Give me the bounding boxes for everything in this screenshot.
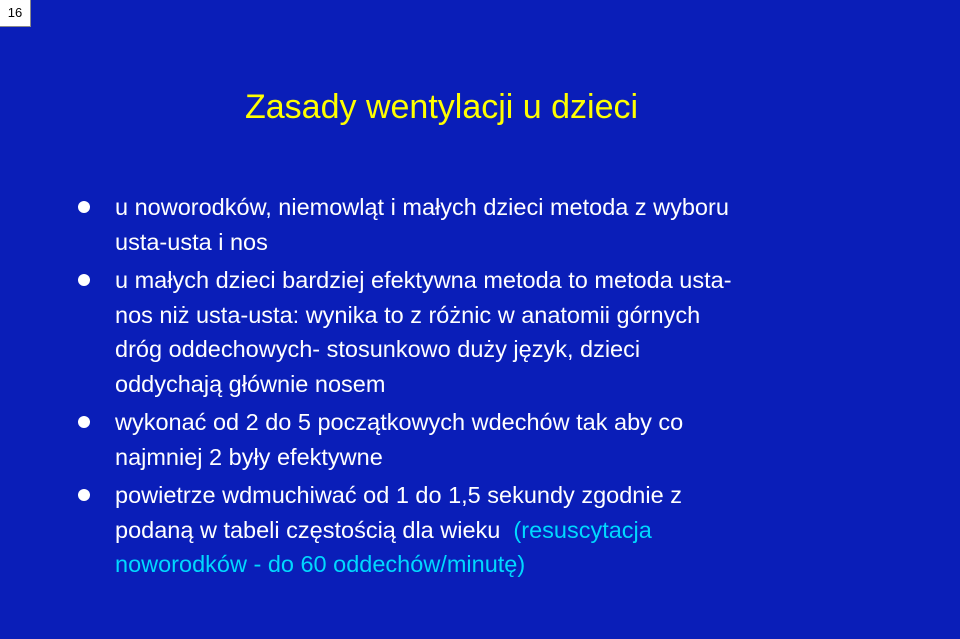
- bullet-line: dróg oddechowych- stosunkowo duży język, dzieci: [115, 336, 641, 362]
- slide-title: Zasady wentylacji u dzieci: [245, 88, 639, 126]
- bullet-line: u noworodków, niemowląt i małych dzieci metoda z wyboru: [115, 194, 729, 220]
- bullet-line: u małych dzieci bardziej efektywna metoda to metoda usta-: [115, 267, 732, 293]
- highlight-text: noworodków - do 60 oddechów/minutę): [115, 551, 526, 577]
- bullet-dot-icon: [78, 201, 90, 213]
- bullet-line: powietrze wdmuchiwać od 1 do 1,5 sekundy zgodnie z: [115, 482, 682, 508]
- bullet-dot-icon: [78, 489, 90, 501]
- bullet-line: nos niż usta-usta: wynika to z różnic w anatomii górnych: [115, 301, 701, 328]
- highlight-text: (resuscytacja: [513, 516, 652, 543]
- bullet-dot-icon: [78, 274, 90, 286]
- bullet-item: [78, 478, 838, 582]
- bullet-item: [78, 263, 838, 401]
- bullet-line: wykonać od 2 do 5 początkowych wdechów tak aby co: [115, 409, 684, 435]
- bullet-line: oddychają głównie nosem: [115, 370, 386, 397]
- bullet-dot-icon: [78, 416, 90, 428]
- slide-number: 16: [0, 0, 31, 27]
- bullet-line: najmniej 2 były efektywne: [115, 443, 383, 470]
- bullet-item: [78, 405, 838, 474]
- bullet-line: usta-usta i nos: [115, 228, 268, 255]
- bullet-list: [78, 190, 838, 586]
- bullet-item: [78, 190, 838, 259]
- bullet-line: podaną w tabeli częstością dla wieku: [115, 516, 514, 543]
